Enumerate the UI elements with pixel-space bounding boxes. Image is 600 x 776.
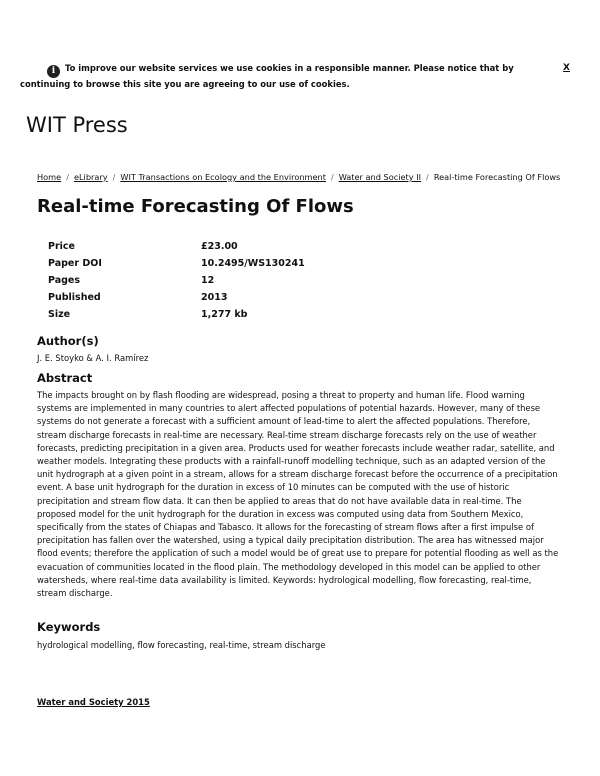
meta-label: Size [48, 309, 71, 320]
meta-row-doi [48, 258, 305, 275]
authors-heading: Author(s) [37, 334, 99, 348]
meta-label: Published [48, 292, 101, 303]
meta-value: 10.2495/WS130241 [201, 258, 305, 269]
breadcrumb-current: Real-time Forecasting Of Flows [433, 172, 561, 182]
paper-meta-table [48, 241, 305, 326]
meta-label: Paper DOI [48, 258, 102, 269]
meta-value: £23.00 [201, 241, 238, 252]
breadcrumb-separator: / [112, 172, 116, 182]
page-title: Real-time Forecasting Of Flows [37, 196, 354, 217]
breadcrumb-separator: / [426, 172, 429, 182]
meta-row-pages [48, 275, 305, 292]
abstract-text: The impacts brought on by flash flooding are widespread, posing a threat to property and human life. Flood warning systems are implemented in many countries to alert affected populations of potential hazards. However, many of these systems do not generate a forecast with a sufficient amount of lead-time to alert the affected populations. Therefore, stream discharge forecasts in real-time are necessary. Real-time stream discharge forecasts rely on the use of weather forecasts, predicting precipitation in a given area. Products used for weather forecasts include weather radar, satellite, and weather models. Integrating these products with a rainfall-runoff modelling technique, such as an adapted version of the unit hydrograph at a given point in a stream, allows for a stream discharge forecast before the occurrence of a precipitation event. A base unit hydrograph for the duration in excess of 10 minutes can be computed with the use of historic precipitation and stream flow data. It can then be applied to areas that do not have available data in real-time. The proposed model for the unit hydrograph for the duration in excess was computed using data from Southern Mexico, specifically from the states of Chiapas and Tabasco. It allows for the forecasting of stream flows after a first impulse of precipitation has fallen over the watershed, using a typical daily precipitation distribution. The area has witnessed major flood events; therefore the application of such a model would be of great use to prepare for potential flooding as well as the evacuation of communities located in the flood plain. The methodology developed in this model can be applied to other watersheds, where real-time data availability is limited. Keywords: hydrological modelling, flow forecasting, real-time, stream discharge. [37, 390, 559, 599]
meta-value: 2013 [201, 292, 228, 303]
site-brand[interactable]: WIT Press [26, 113, 128, 137]
meta-row-price [48, 241, 305, 258]
breadcrumb-separator: / [66, 172, 69, 182]
breadcrumb-home[interactable]: Home [37, 172, 62, 182]
abstract-heading: Abstract [37, 371, 93, 385]
meta-label: Pages [48, 275, 81, 286]
meta-value: 1,277 kb [201, 309, 248, 320]
meta-row-size [48, 309, 305, 326]
breadcrumb-elibrary[interactable]: eLibrary [73, 172, 108, 182]
breadcrumb-transactions[interactable]: WIT Transactions on Ecology and the Environment [120, 172, 326, 182]
meta-label: Price [48, 241, 75, 252]
meta-row-published [48, 292, 305, 309]
close-cookie-button[interactable]: X [563, 63, 570, 73]
info-icon: i [47, 65, 60, 78]
keywords-text: hydrological modelling, flow forecasting, real-time, stream discharge [37, 640, 326, 650]
related-volume-link[interactable]: Water and Society 2015 [37, 697, 150, 707]
breadcrumb-separator: / [330, 172, 334, 182]
authors-text: J. E. Stoyko & A. I. Ramírez [37, 353, 149, 363]
cookie-notice-text: To improve our website services we use cookies in a responsible manner. Please notice that by continuing to browse this site you are agreeing to our use of cookies. [20, 63, 514, 89]
breadcrumb [37, 172, 560, 182]
keywords-heading: Keywords [37, 620, 101, 634]
cookie-notice [20, 62, 570, 91]
meta-value: 12 [201, 275, 215, 286]
breadcrumb-volume[interactable]: Water and Society II [338, 172, 422, 182]
